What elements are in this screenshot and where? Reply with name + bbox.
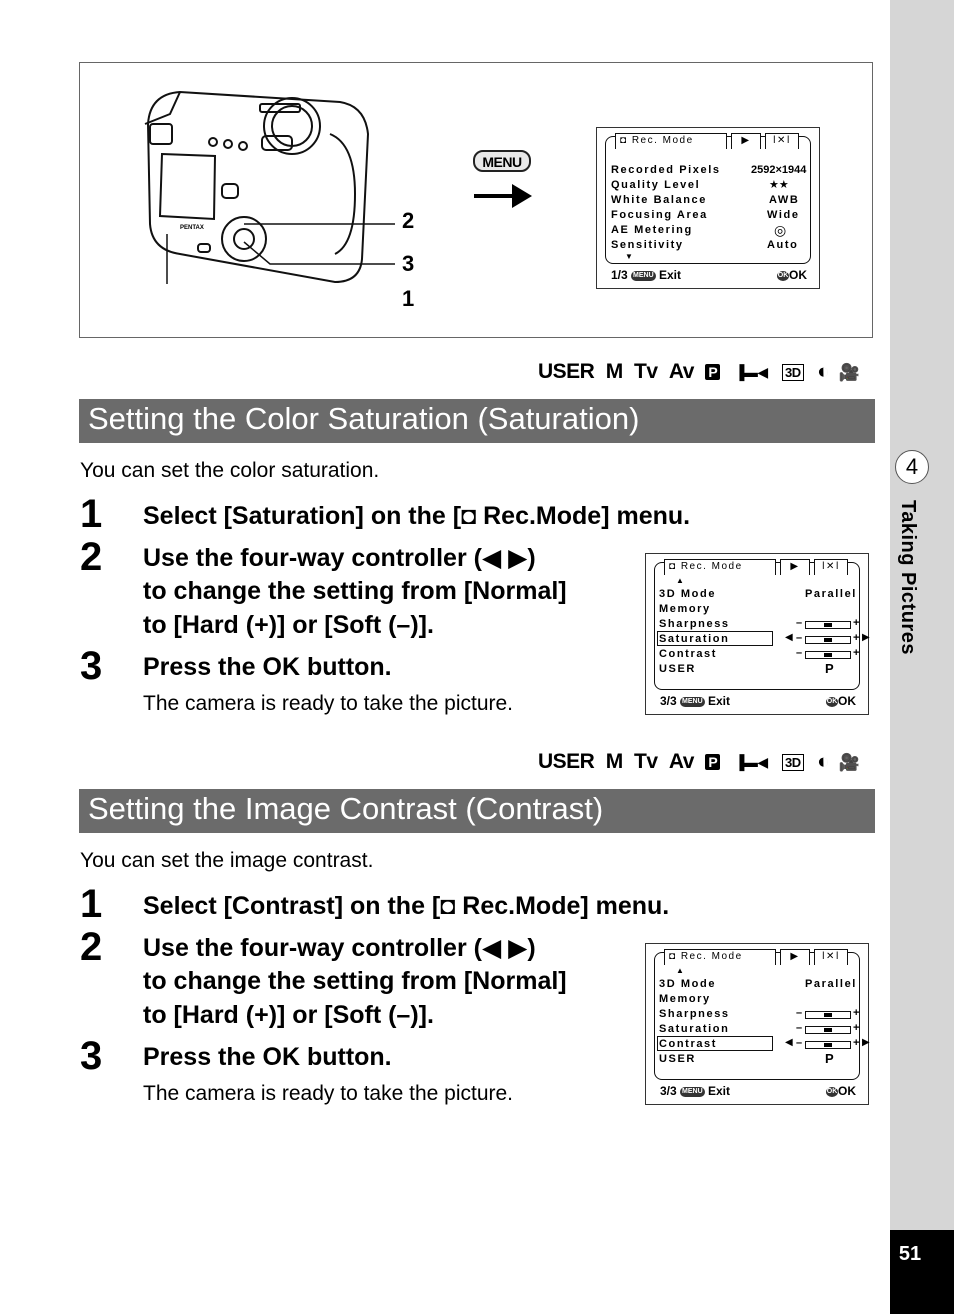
lcd-screen-saturation: ◘ Rec. Mode ▶ ǀ✕ǀ ▲ 3D Mode Parallel Memory Sharpness – + Saturation ◀ – + ▶ Contrast – + USER P 3/3 MENU Exit OKOK xyxy=(645,553,869,715)
step-number: 3 xyxy=(80,644,103,688)
night-mode-icon: ◐ xyxy=(817,750,830,773)
step-subtext: The camera is ready to take the picture. xyxy=(143,1082,514,1105)
camera-icon: ◘ xyxy=(669,561,677,572)
menu-button-graphic: MENU xyxy=(473,150,531,172)
program-mode-icon: P xyxy=(705,364,720,380)
step-text: to [Hard (+)] or [Soft (–)]. xyxy=(143,611,434,639)
step-text: Use the four-way controller (◀ ▶) xyxy=(143,544,536,572)
section-intro: You can set the color saturation. xyxy=(80,459,380,482)
menu-pill-icon: MENU xyxy=(633,271,654,279)
left-arrow-icon: ◀ xyxy=(785,632,793,643)
lcd-screen-contrast: ◘ Rec. Mode ▶ ǀ✕ǀ ▲ 3D Mode Parallel Memory Sharpness – + Saturation – + Contrast ◀ – + ▶ USER P 3/3 MENU Exit OKOK xyxy=(645,943,869,1105)
metering-icon: ◎ xyxy=(774,222,788,238)
step-text: to [Hard (+)] or [Soft (–)]. xyxy=(143,1001,434,1029)
right-arrow-icon: ▶ xyxy=(862,632,870,643)
step-text: Press the OK button. xyxy=(143,653,392,681)
step-text: Select [Saturation] on the [◘ Rec.Mode] menu. xyxy=(143,502,691,530)
3d-mode-icon: 3D xyxy=(782,364,804,381)
page-number: 51 xyxy=(898,1243,922,1265)
program-mode-icon: P xyxy=(705,754,720,770)
step-number: 3 xyxy=(80,1034,103,1078)
step-text: Use the four-way controller (◀ ▶) xyxy=(143,934,536,962)
step-text: Select [Contrast] on the [◘ Rec.Mode] menu. xyxy=(143,892,670,920)
section-heading-contrast: Setting the Image Contrast (Contrast) xyxy=(79,789,875,833)
scroll-up-icon: ▲ xyxy=(676,576,684,585)
sports-mode-icon: ▐▬◀ xyxy=(732,754,771,770)
step-text: to change the setting from [Normal] xyxy=(143,967,567,995)
camera-illustration xyxy=(140,84,400,284)
menu-pill-icon: MENU xyxy=(682,1087,703,1095)
camera-icon: ◘ xyxy=(669,951,677,962)
step-subtext: The camera is ready to take the picture. xyxy=(143,692,514,715)
section-heading-saturation: Setting the Color Saturation (Saturation) xyxy=(79,399,875,443)
scroll-up-icon: ▲ xyxy=(676,966,684,975)
playback-icon: ▶ xyxy=(780,559,810,575)
movie-mode-icon: 🎥 xyxy=(838,363,860,382)
sharpness-slider xyxy=(805,1011,851,1019)
left-arrow-icon: ◀ xyxy=(785,1037,793,1048)
camera-icon: ◘ xyxy=(620,135,628,146)
step-text: Press the OK button. xyxy=(143,1043,392,1071)
scroll-down-icon: ▼ xyxy=(625,252,633,261)
chapter-title: Taking Pictures xyxy=(897,500,919,655)
step-text: to change the setting from [Normal] xyxy=(143,577,567,605)
step-number: 2 xyxy=(80,535,103,579)
saturation-slider xyxy=(805,636,851,644)
right-arrow-icon xyxy=(472,182,534,210)
callout-1: 1 xyxy=(402,286,415,311)
menu-pill-icon: MENU xyxy=(682,697,703,705)
playback-icon: ▶ xyxy=(731,133,761,149)
saturation-slider xyxy=(805,1026,851,1034)
mode-icons-row: USER M Tv Av P ▐▬◀ 3D ◐ 🎥 xyxy=(538,750,860,773)
sports-mode-icon: ▐▬◀ xyxy=(732,364,771,380)
night-mode-icon: ◐ xyxy=(817,360,830,383)
3d-mode-icon: 3D xyxy=(782,754,804,771)
contrast-slider xyxy=(805,1041,851,1049)
right-arrow-icon: ▶ xyxy=(862,1037,870,1048)
contrast-slider xyxy=(805,651,851,659)
mode-icons-row: USER M Tv Av P ▐▬◀ 3D ◐ 🎥 xyxy=(538,360,860,383)
lcd-screen-recmode-1: ◘ Rec. Mode ▶ ǀ✕ǀ Recorded Pixels 2592×1944 Quality Level ★★ White Balance AWB Focusing Area Wide AE Metering ◎ Sensitivity Auto ▼ 1/3 MENU Exit OKOK xyxy=(596,127,820,289)
movie-mode-icon: 🎥 xyxy=(838,753,860,772)
chapter-number: 4 xyxy=(895,450,929,484)
camera-brand-label: PENTAX xyxy=(180,225,204,231)
section-intro: You can set the image contrast. xyxy=(80,849,374,872)
step-number: 2 xyxy=(80,925,103,969)
callout-3: 3 xyxy=(402,251,415,276)
setup-icon: ǀ✕ǀ xyxy=(814,559,848,575)
ok-icon: OK xyxy=(777,271,789,279)
ok-icon: OK xyxy=(826,1087,838,1095)
step-number: 1 xyxy=(80,492,103,536)
lcd-tab: ◘ Rec. Mode xyxy=(615,133,727,149)
sharpness-slider xyxy=(805,621,851,629)
setup-icon: ǀ✕ǀ xyxy=(765,133,799,149)
callout-2: 2 xyxy=(402,208,415,233)
setup-icon: ǀ✕ǀ xyxy=(814,949,848,965)
step-number: 1 xyxy=(80,882,103,926)
ok-icon: OK xyxy=(826,697,838,705)
playback-icon: ▶ xyxy=(780,949,810,965)
